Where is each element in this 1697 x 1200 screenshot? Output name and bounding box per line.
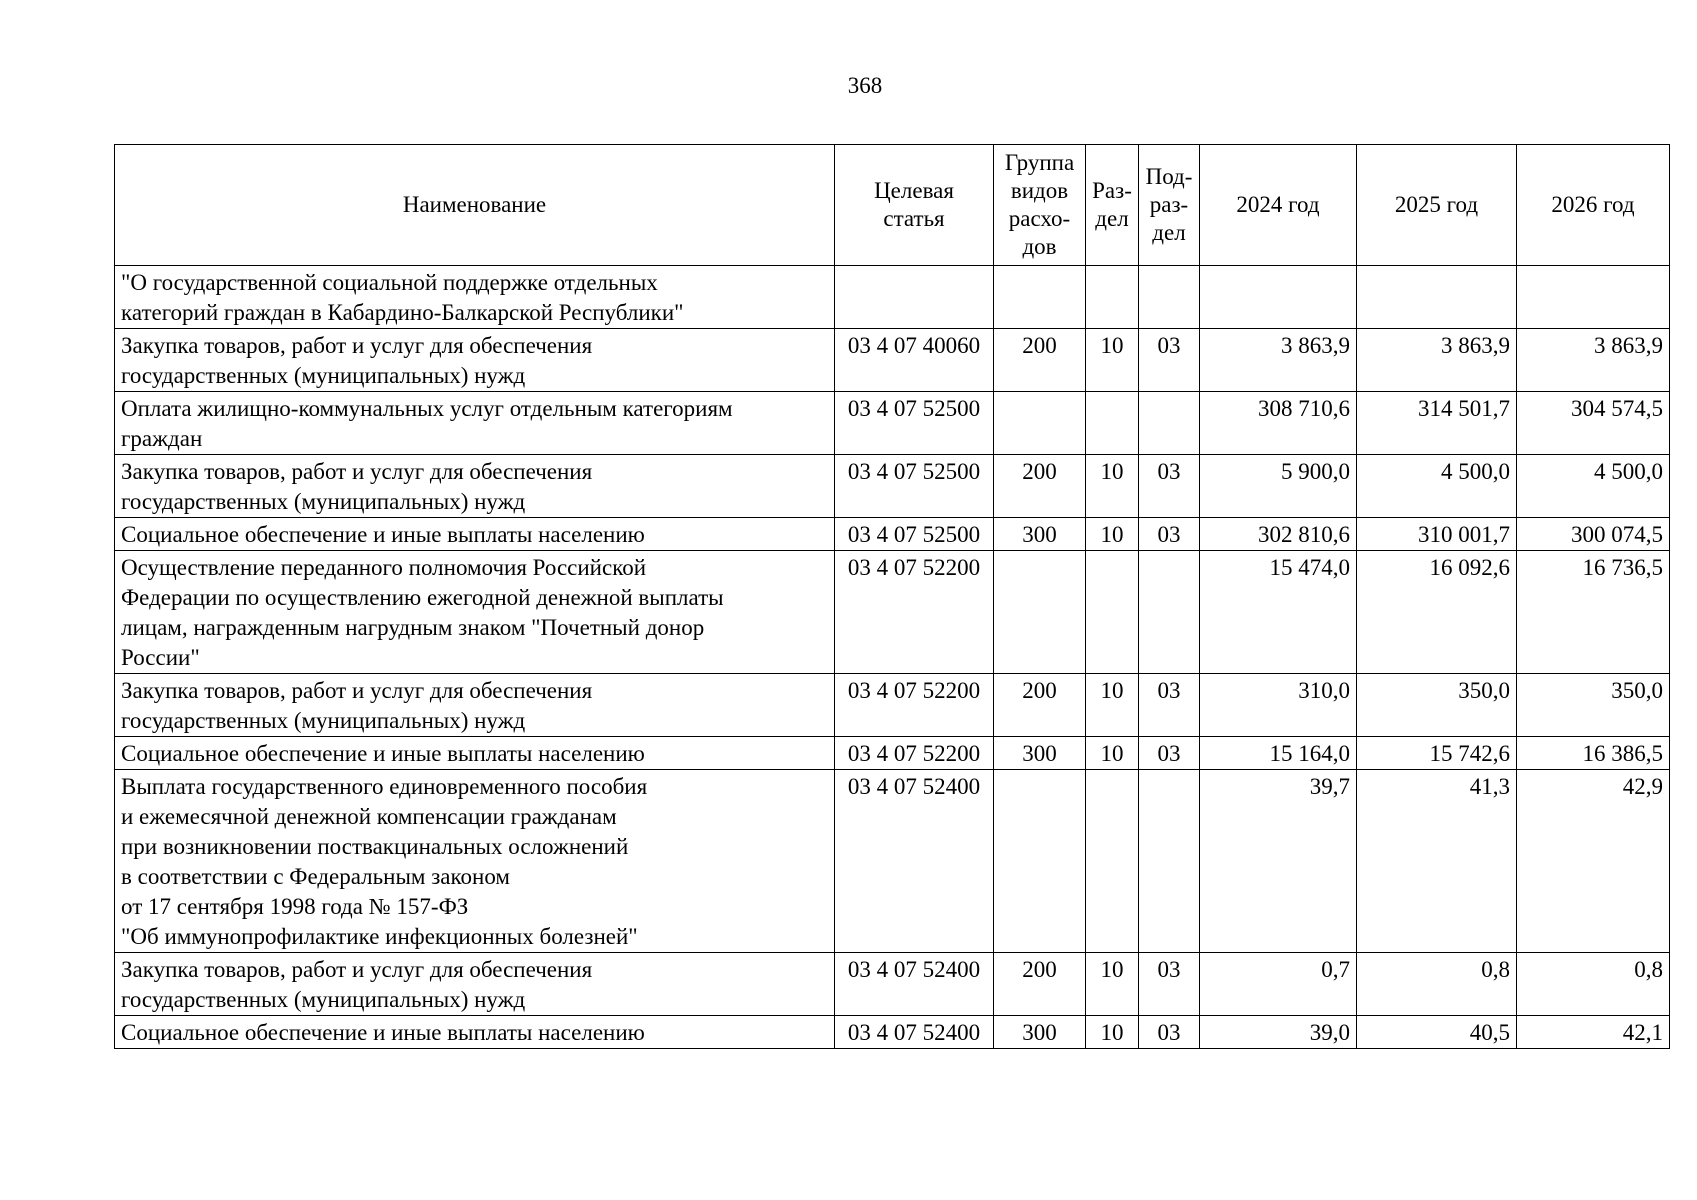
cell-group: 200 (994, 674, 1086, 737)
cell-y2026: 16 386,5 (1517, 737, 1670, 770)
cell-y2026: 16 736,5 (1517, 551, 1670, 674)
cell-name: Закупка товаров, работ и услуг для обеспечения государственных (муниципальных) нужд (115, 455, 835, 518)
cell-name: "О государственной социальной поддержке отдельных категорий граждан в Кабардино-Балкарской Республики" (115, 266, 835, 329)
cell-section: 10 (1086, 737, 1139, 770)
header-target: Целевая статья (835, 145, 994, 266)
header-subsection: Под- раз- дел (1139, 145, 1200, 266)
cell-section (1086, 266, 1139, 329)
cell-target: 03 4 07 52400 (835, 953, 994, 1016)
cell-y2024: 5 900,0 (1200, 455, 1357, 518)
cell-subsection (1139, 551, 1200, 674)
table-row (115, 674, 1670, 737)
cell-section: 10 (1086, 455, 1139, 518)
cell-y2024: 15 164,0 (1200, 737, 1357, 770)
cell-target: 03 4 07 40060 (835, 329, 994, 392)
cell-section (1086, 770, 1139, 953)
cell-group (994, 266, 1086, 329)
header-group: Группа видов расхо- дов (994, 145, 1086, 266)
cell-y2024: 3 863,9 (1200, 329, 1357, 392)
cell-name: Социальное обеспечение и иные выплаты населению (115, 737, 835, 770)
cell-y2026: 300 074,5 (1517, 518, 1670, 551)
cell-y2024: 310,0 (1200, 674, 1357, 737)
table-header-row (115, 145, 1670, 266)
cell-y2025: 310 001,7 (1357, 518, 1517, 551)
cell-section: 10 (1086, 674, 1139, 737)
cell-target: 03 4 07 52500 (835, 455, 994, 518)
cell-subsection (1139, 266, 1200, 329)
table-row (115, 1016, 1670, 1049)
cell-y2026: 350,0 (1517, 674, 1670, 737)
cell-subsection: 03 (1139, 953, 1200, 1016)
cell-y2024: 15 474,0 (1200, 551, 1357, 674)
table-row (115, 551, 1670, 674)
cell-name: Закупка товаров, работ и услуг для обеспечения государственных (муниципальных) нужд (115, 953, 835, 1016)
header-2026: 2026 год (1517, 145, 1670, 266)
cell-target: 03 4 07 52500 (835, 518, 994, 551)
cell-target: 03 4 07 52500 (835, 392, 994, 455)
cell-y2024: 0,7 (1200, 953, 1357, 1016)
cell-y2025: 0,8 (1357, 953, 1517, 1016)
cell-group: 300 (994, 518, 1086, 551)
cell-y2026: 42,9 (1517, 770, 1670, 953)
cell-section: 10 (1086, 953, 1139, 1016)
cell-name: Выплата государственного единовременного пособия и ежемесячной денежной компенсации гражданам при возникновении поствакцинальных осложнений в соответствии с Федеральным законом от 17 сентября 1998 года № 157-ФЗ "Об иммунопрофилактике инфекционных болезней" (115, 770, 835, 953)
cell-group (994, 770, 1086, 953)
cell-y2025: 314 501,7 (1357, 392, 1517, 455)
header-2025: 2025 год (1357, 145, 1517, 266)
cell-target: 03 4 07 52400 (835, 1016, 994, 1049)
cell-y2025: 16 092,6 (1357, 551, 1517, 674)
cell-subsection: 03 (1139, 518, 1200, 551)
cell-y2026: 42,1 (1517, 1016, 1670, 1049)
cell-group: 300 (994, 737, 1086, 770)
cell-subsection: 03 (1139, 329, 1200, 392)
cell-subsection (1139, 770, 1200, 953)
cell-group: 200 (994, 329, 1086, 392)
cell-name: Закупка товаров, работ и услуг для обеспечения государственных (муниципальных) нужд (115, 329, 835, 392)
cell-y2025: 15 742,6 (1357, 737, 1517, 770)
cell-target: 03 4 07 52200 (835, 551, 994, 674)
cell-group: 300 (994, 1016, 1086, 1049)
page-number: 368 (847, 73, 883, 98)
cell-section: 10 (1086, 518, 1139, 551)
cell-name: Социальное обеспечение и иные выплаты населению (115, 1016, 835, 1049)
table-row (115, 737, 1670, 770)
cell-y2025: 4 500,0 (1357, 455, 1517, 518)
table-row (115, 953, 1670, 1016)
table-body (115, 266, 1670, 1049)
cell-y2024: 302 810,6 (1200, 518, 1357, 551)
cell-y2026: 3 863,9 (1517, 329, 1670, 392)
cell-target (835, 266, 994, 329)
header-section: Раз- дел (1086, 145, 1139, 266)
cell-y2026: 4 500,0 (1517, 455, 1670, 518)
cell-y2024: 39,0 (1200, 1016, 1357, 1049)
cell-group (994, 551, 1086, 674)
cell-y2026: 0,8 (1517, 953, 1670, 1016)
cell-section: 10 (1086, 1016, 1139, 1049)
cell-subsection: 03 (1139, 1016, 1200, 1049)
table-row (115, 329, 1670, 392)
table-row (115, 455, 1670, 518)
cell-target: 03 4 07 52200 (835, 674, 994, 737)
cell-y2024 (1200, 266, 1357, 329)
table-row (115, 392, 1670, 455)
cell-name: Осуществление переданного полномочия Российской Федерации по осуществлению ежегодной денежной выплаты лицам, награжденным нагрудным знаком "Почетный донор России" (115, 551, 835, 674)
cell-y2024: 308 710,6 (1200, 392, 1357, 455)
cell-subsection: 03 (1139, 737, 1200, 770)
cell-y2026 (1517, 266, 1670, 329)
cell-group: 200 (994, 455, 1086, 518)
cell-y2026: 304 574,5 (1517, 392, 1670, 455)
cell-y2025 (1357, 266, 1517, 329)
cell-group: 200 (994, 953, 1086, 1016)
table-row (115, 266, 1670, 329)
cell-section (1086, 551, 1139, 674)
cell-group (994, 392, 1086, 455)
cell-y2024: 39,7 (1200, 770, 1357, 953)
cell-subsection (1139, 392, 1200, 455)
cell-section (1086, 392, 1139, 455)
cell-subsection: 03 (1139, 674, 1200, 737)
cell-name: Социальное обеспечение и иные выплаты населению (115, 518, 835, 551)
cell-target: 03 4 07 52400 (835, 770, 994, 953)
header-name: Наименование (115, 145, 835, 266)
table-row (115, 770, 1670, 953)
cell-name: Оплата жилищно-коммунальных услуг отдельным категориям граждан (115, 392, 835, 455)
header-2024: 2024 год (1200, 145, 1357, 266)
table-row (115, 518, 1670, 551)
cell-target: 03 4 07 52200 (835, 737, 994, 770)
cell-y2025: 350,0 (1357, 674, 1517, 737)
cell-y2025: 40,5 (1357, 1016, 1517, 1049)
cell-subsection: 03 (1139, 455, 1200, 518)
budget-table (114, 144, 1670, 1049)
cell-y2025: 3 863,9 (1357, 329, 1517, 392)
cell-name: Закупка товаров, работ и услуг для обеспечения государственных (муниципальных) нужд (115, 674, 835, 737)
cell-y2025: 41,3 (1357, 770, 1517, 953)
cell-section: 10 (1086, 329, 1139, 392)
